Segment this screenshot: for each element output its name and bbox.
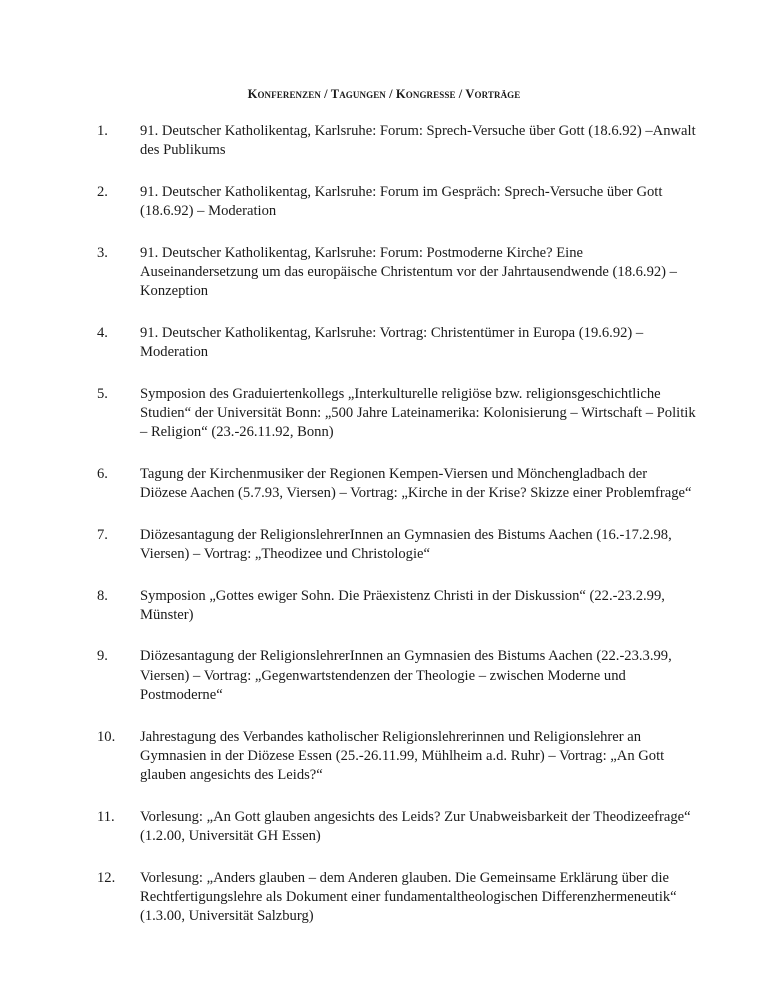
item-number: 4.	[97, 324, 108, 341]
page-title: Konferenzen / Tagungen / Kongresse / Vorträge	[247, 87, 521, 101]
list-item	[97, 647, 697, 705]
item-number: 7.	[97, 526, 108, 543]
item-text: 91. Deutscher Katholikentag, Karlsruhe: Forum: Sprech-Versuche über Gott (18.6.92) –Anwalt des Publikums	[140, 123, 696, 159]
list-item	[97, 728, 697, 786]
list-item	[97, 587, 697, 626]
list-item	[97, 324, 697, 363]
list-item	[97, 869, 697, 927]
item-number: 12.	[97, 869, 116, 886]
item-text: Tagung der Kirchenmusiker der Regionen Kempen-Viersen und Mönchengladbach der Diözese Aachen (5.7.93, Viersen) – Vortrag: „Kirche in der Krise? Skizze einer Problemfrage“	[140, 465, 692, 502]
item-number: 11.	[97, 808, 115, 825]
item-number: 2.	[97, 183, 108, 200]
list-item	[97, 808, 697, 847]
item-number: 9.	[97, 648, 108, 665]
item-text: 91. Deutscher Katholikentag, Karlsruhe: Forum im Gespräch: Sprech-Versuche über Gott (18.6.92) – Moderation	[140, 183, 663, 220]
list-item	[97, 244, 697, 302]
item-text: Symposion „Gottes ewiger Sohn. Die Präexistenz Christi in der Diskussion“ (22.-23.2.99, Münster)	[140, 587, 665, 623]
item-number: 1.	[97, 123, 108, 139]
item-text: 91. Deutscher Katholikentag, Karlsruhe: Vortrag: Christentümer in Europa (19.6.92) – Moderation	[140, 324, 644, 361]
item-number: 6.	[97, 465, 108, 482]
item-number: 10.	[97, 728, 116, 745]
list-item	[97, 526, 697, 565]
item-text: Symposion des Graduiertenkollegs „Interkulturelle religiöse bzw. religionsgeschichtliche Studien“ der Universität Bonn: „500 Jahre Lateinamerika: Kolonisierung – Wirtschaft – Politik – Religion“ (23.-26.11.92, Bonn)	[140, 385, 696, 441]
item-number: 3.	[97, 244, 108, 261]
item-text: 91. Deutscher Katholikentag, Karlsruhe: Forum: Postmoderne Kirche? Eine Auseinandersetzung um das europäische Christentum vor der Jahrtausendwende (18.6.92) – Konzeption	[140, 244, 677, 300]
list-item	[97, 122, 697, 161]
item-number: 8.	[97, 587, 108, 604]
list-item	[97, 385, 697, 443]
list-item	[97, 465, 697, 504]
item-number: 5.	[97, 385, 108, 402]
item-text: Diözesantagung der ReligionslehrerInnen an Gymnasien des Bistums Aachen (16.-17.2.98, Viersen) – Vortrag: „Theodizee und Christologie“	[140, 526, 672, 563]
item-text: Diözesantagung der ReligionslehrerInnen an Gymnasien des Bistums Aachen (22.-23.3.99, Viersen) – Vortrag: „Gegenwartstendenzen der Theologie – zwischen Moderne und Postmoderne“	[140, 648, 672, 704]
item-text: Vorlesung: „Anders glauben – dem Anderen glauben. Die Gemeinsame Erklärung über die Rechtfertigungslehre als Dokument einer fundamentaltheologischen Differenzhermeneutik“ (1.3.00, Universität Salzburg)	[140, 869, 677, 925]
conference-list	[97, 122, 697, 927]
list-item	[97, 183, 697, 222]
item-text: Vorlesung: „An Gott glauben angesichts des Leids? Zur Unabweisbarkeit der Theodizeefrage“ (1.2.00, Universität GH Essen)	[140, 808, 691, 845]
item-text: Jahrestagung des Verbandes katholischer Religionslehrerinnen und Religionslehrer an Gymnasien in der Diözese Essen (25.-26.11.99, Mühlheim a.d. Ruhr) – Vortrag: „An Gott glauben angesichts des Leids?“	[140, 728, 665, 784]
